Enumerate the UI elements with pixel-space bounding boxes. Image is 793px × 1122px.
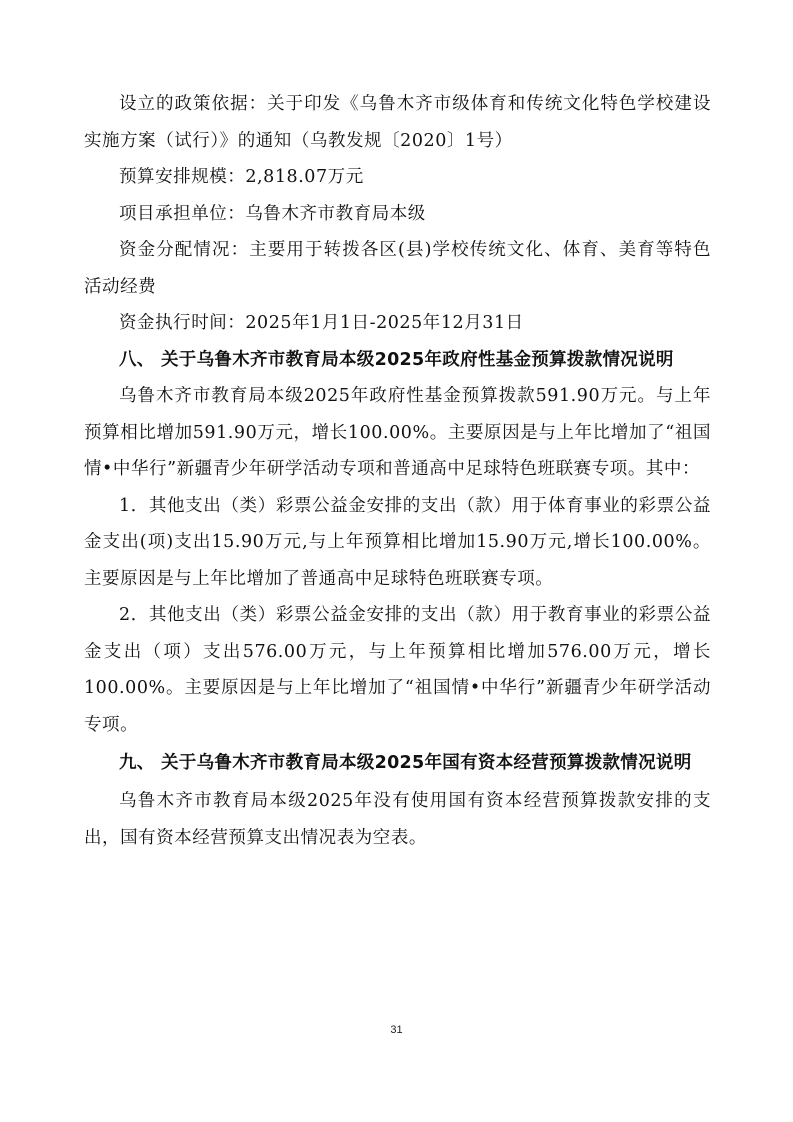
project-unit-paragraph: 项目承担单位：乌鲁木齐市教育局本级: [119, 203, 426, 224]
document-body: [84, 86, 711, 856]
fund-allocation-paragraph: 资金分配情况：主要用于转拨各区(县)学校传统文化、体育、美育等特色活动经费: [84, 240, 711, 297]
government-fund-summary-paragraph: 乌鲁木齐市教育局本级2025年政府性基金预算拨款591.90万元。与上年预算相比增加591.90万元，增长100.00%。主要原因是与上年比增加了“祖国情•中华行”新疆青少年研学活动专项和普通高中足球特色班联赛专项。其中：: [84, 386, 711, 479]
education-lottery-item-paragraph: 2．其他支出（类）彩票公益金安排的支出（款）用于教育事业的彩票公益金支出（项）支出576.00万元，与上年预算相比增加576.00万元，增长100.00%。主要原因是与上年比增加了“祖国情•中华行”新疆青少年研学活动专项。: [84, 605, 711, 735]
fund-execution-time-paragraph: 资金执行时间：2025年1月1日-2025年12月31日: [119, 313, 524, 333]
state-capital-paragraph: 乌鲁木齐市教育局本级2025年没有使用国有资本经营预算拨款安排的支出，国有资本经营预算支出情况表为空表。: [84, 791, 711, 848]
section-9-heading: 九、 关于乌鲁木齐市教育局本级2025年国有资本经营预算拨款情况说明: [119, 753, 692, 773]
section-8-heading: 八、 关于乌鲁木齐市教育局本级2025年政府性基金预算拨款情况说明: [119, 349, 674, 370]
budget-scale-paragraph: 预算安排规模：2,818.07万元: [119, 167, 364, 187]
policy-basis-paragraph: 设立的政策依据：关于印发《乌鲁木齐市级体育和传统文化特色学校建设实施方案（试行）》的通知（乌教发规〔2020〕1号）: [84, 94, 711, 151]
page-number: 31: [390, 1024, 403, 1036]
sports-lottery-item-paragraph: 1．其他支出（类）彩票公益金安排的支出（款）用于体育事业的彩票公益金支出(项)支出15.90万元,与上年预算相比增加15.90万元,增长100.00%。主要原因是与上年比增加了普通高中足球特色班联赛专项。: [84, 495, 711, 589]
